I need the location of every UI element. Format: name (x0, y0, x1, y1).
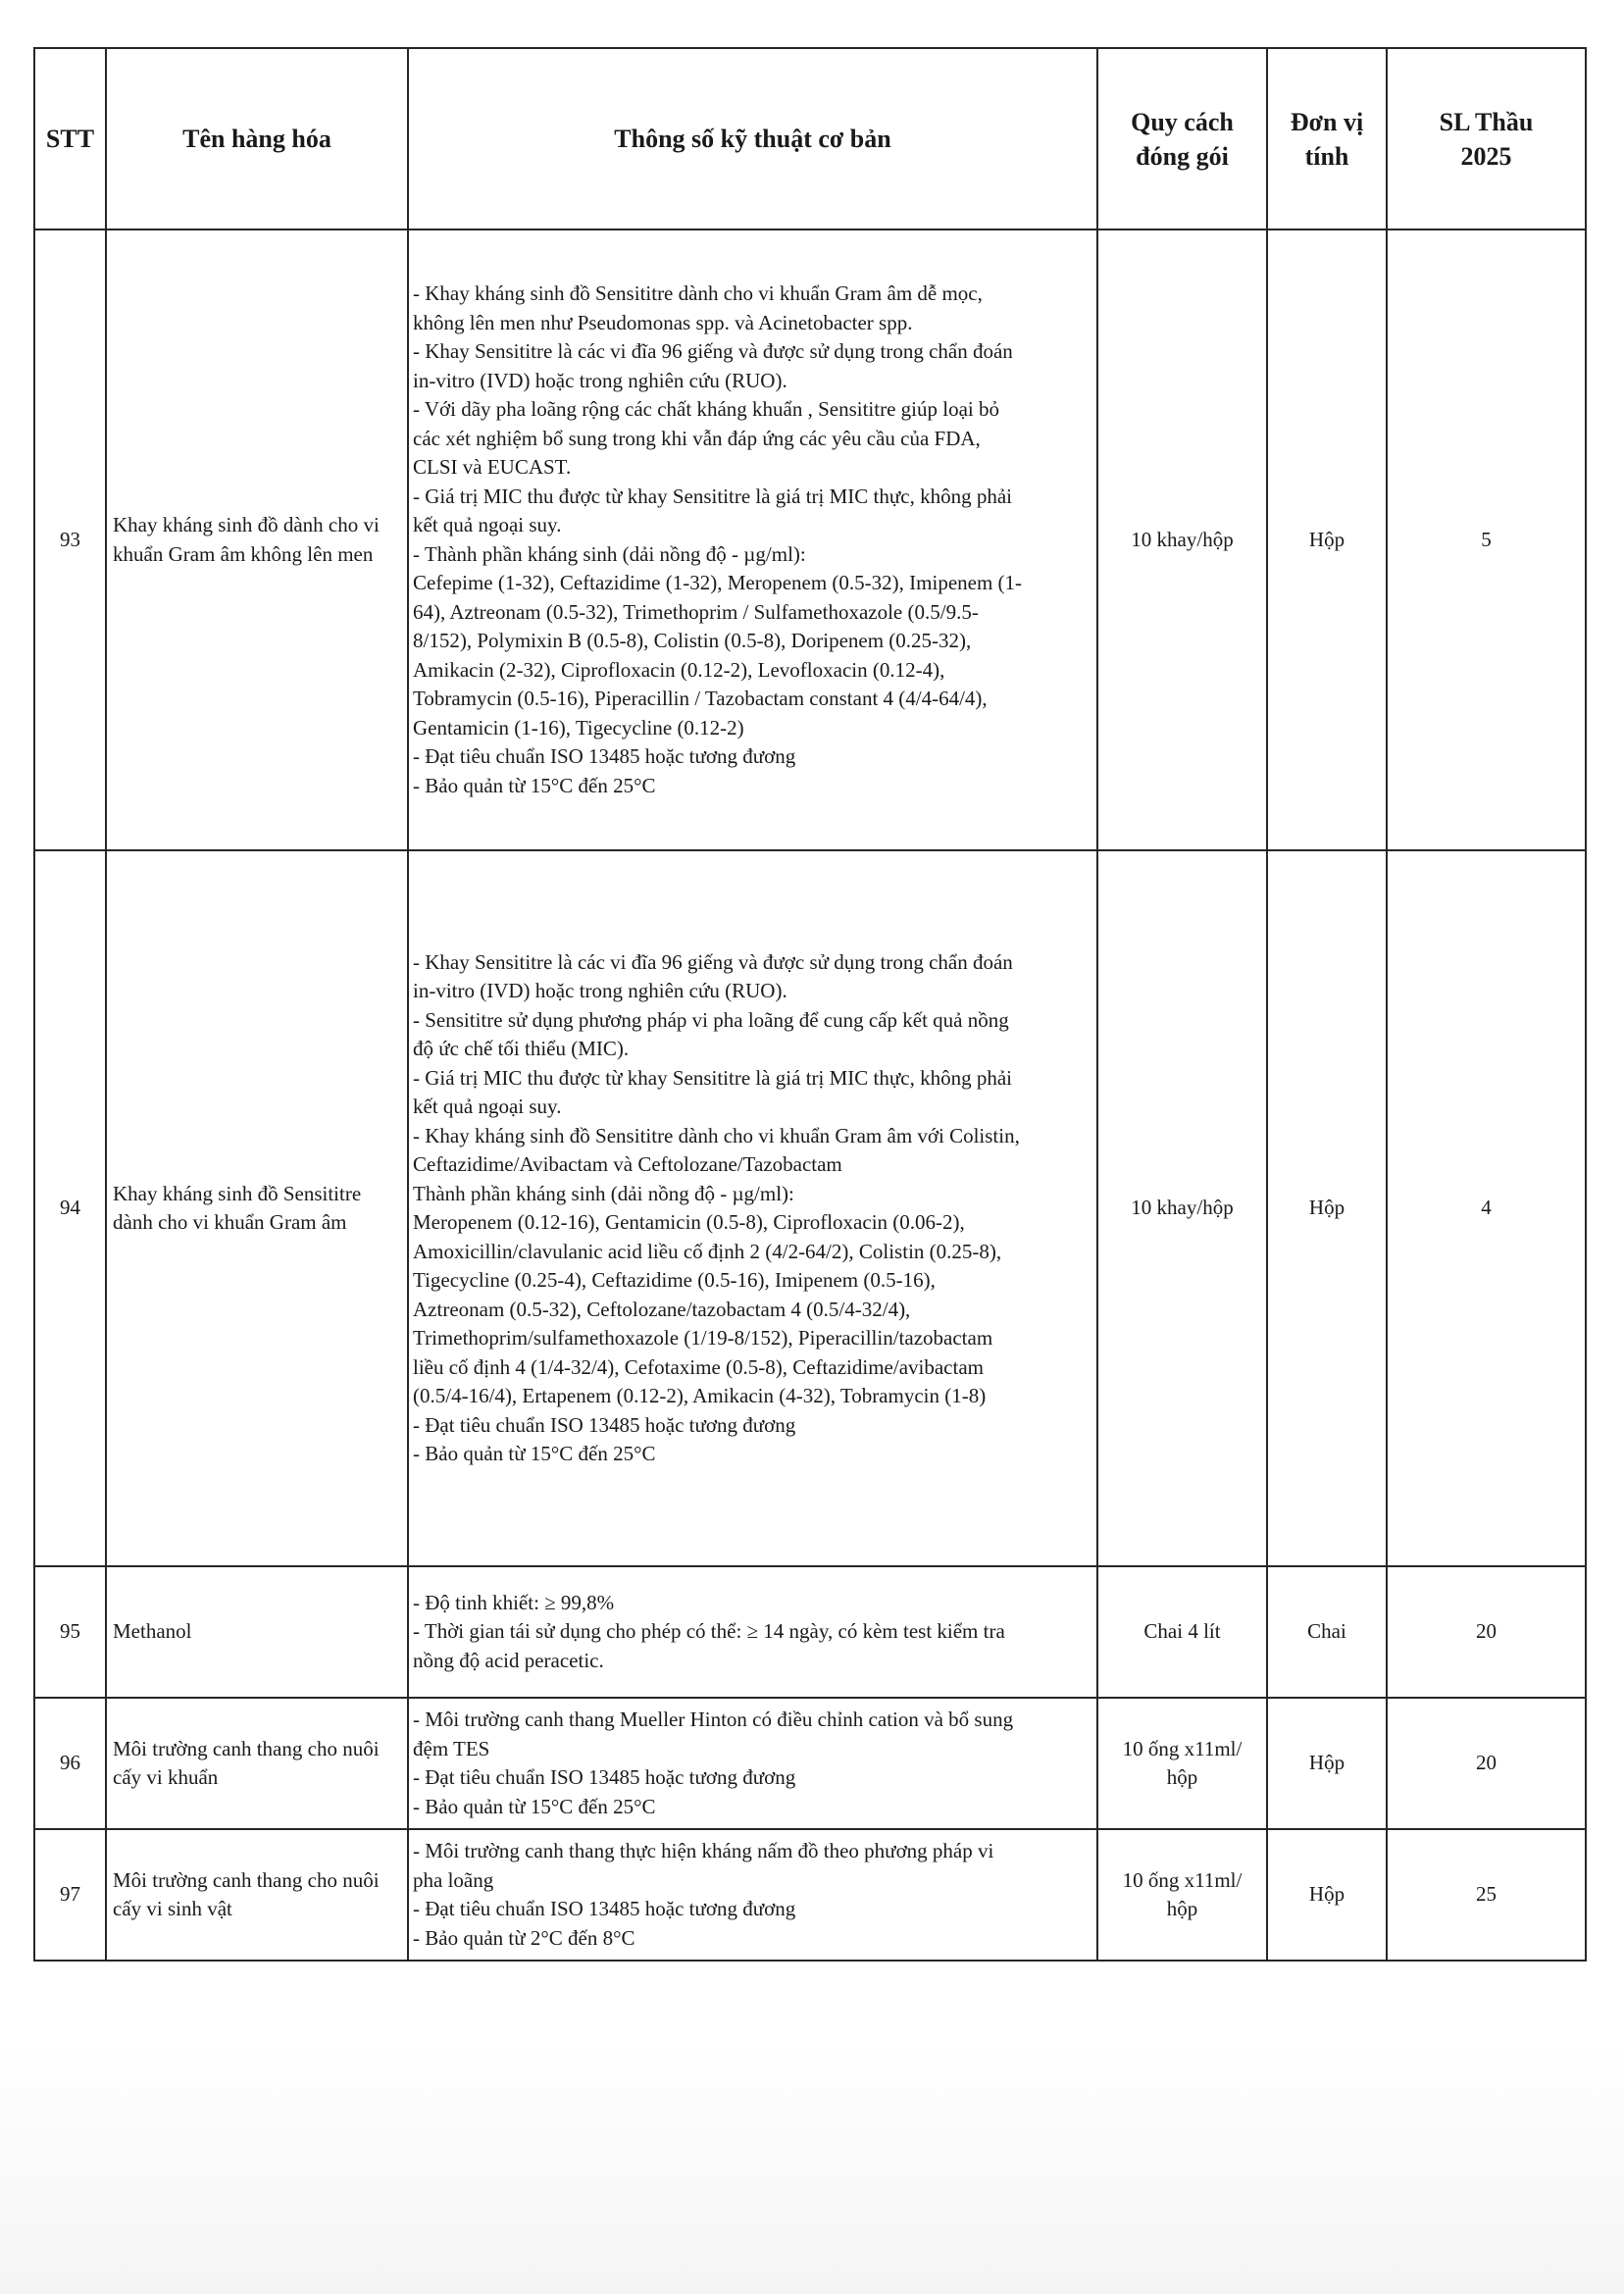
packaging-line: 10 ống x11ml/ (1122, 1736, 1243, 1760)
row-quantity: 20 (1387, 1698, 1586, 1829)
header-item-name: Tên hàng hóa (106, 48, 408, 229)
header-specification: Thông số kỹ thuật cơ bản (408, 48, 1097, 229)
row-stt: 96 (34, 1698, 106, 1829)
spec-line: nồng độ acid peracetic. (413, 1648, 604, 1672)
spec-line: không lên men như Pseudomonas spp. và Acinetobacter spp. (413, 310, 913, 334)
specification-table (33, 47, 1587, 1962)
spec-line: - Độ tinh khiết: ≥ 99,8% (413, 1590, 615, 1614)
table-row (34, 1829, 1586, 1961)
header-quantity-line: SL Thầu (1439, 107, 1534, 136)
spec-line: Ceftazidime/Avibactam và Ceftolozane/Tazobactam (413, 1152, 842, 1176)
row-unit: Hộp (1267, 229, 1387, 850)
row-quantity: 4 (1387, 850, 1586, 1566)
row-unit: Hộp (1267, 1829, 1387, 1961)
row-unit: Hộp (1267, 1698, 1387, 1829)
row-specification (408, 1698, 1097, 1829)
scan-shading (0, 2039, 1624, 2294)
spec-line: 64), Aztreonam (0.5-32), Trimethoprim / Sulfamethoxazole (0.5/9.5- (413, 599, 979, 624)
row-item-name: Môi trường canh thang cho nuôi cấy vi sinh vật (106, 1829, 408, 1961)
row-packaging (1097, 229, 1267, 850)
packaging-line: Chai 4 lít (1143, 1619, 1221, 1644)
row-specification (408, 850, 1097, 1566)
table-row (34, 1566, 1586, 1698)
row-stt: 93 (34, 229, 106, 850)
spec-line: đệm TES (413, 1736, 490, 1760)
spec-line: Tigecycline (0.25-4), Ceftazidime (0.5-16), Imipenem (0.5-16), (413, 1268, 936, 1292)
spec-line: các xét nghiệm bổ sung trong khi vẫn đáp ứng các yêu cầu của FDA, (413, 426, 981, 450)
row-item-name: Khay kháng sinh đồ dành cho vi khuẩn Gram âm không lên men (106, 229, 408, 850)
row-specification (408, 229, 1097, 850)
packaging-line: 10 ống x11ml/ (1122, 1867, 1243, 1892)
header-unit (1267, 48, 1387, 229)
spec-line: - Bảo quản từ 2°C đến 8°C (413, 1925, 635, 1950)
table-row (34, 850, 1586, 1566)
spec-line: - Khay kháng sinh đồ Sensititre dành cho vi khuẩn Gram âm với Colistin, (413, 1123, 1020, 1147)
spec-line: kết quả ngoại suy. (413, 1095, 562, 1118)
row-packaging (1097, 1566, 1267, 1698)
spec-line: Gentamicin (1-16), Tigecycline (0.12-2) (413, 715, 744, 739)
spec-line: - Thời gian tái sử dụng cho phép có thể: ≥ 14 ngày, có kèm test kiểm tra (413, 1619, 1005, 1644)
spec-line: - Đạt tiêu chuẩn ISO 13485 hoặc tương đương (413, 744, 796, 768)
header-stt: STT (34, 48, 106, 229)
spec-line: liều cố định 4 (1/4-32/4), Cefotaxime (0.5-8), Ceftazidime/avibactam (413, 1354, 984, 1379)
row-stt: 95 (34, 1566, 106, 1698)
spec-line: Tobramycin (0.5-16), Piperacillin / Tazobactam constant 4 (4/4-64/4), (413, 687, 988, 710)
spec-line: - Khay Sensititre là các vi đĩa 96 giếng và được sử dụng trong chẩn đoán (413, 339, 1013, 363)
row-stt: 94 (34, 850, 106, 1566)
spec-line: Amoxicillin/clavulanic acid liều cố định 2 (4/2-64/2), Colistin (0.25-8), (413, 1239, 1002, 1263)
spec-line: CLSI và EUCAST. (413, 455, 572, 479)
row-unit: Chai (1267, 1566, 1387, 1698)
row-stt: 97 (34, 1829, 106, 1961)
spec-line: Trimethoprim/sulfamethoxazole (1/19-8/152), Piperacillin/tazobactam (413, 1326, 993, 1350)
table-body (34, 229, 1586, 1961)
spec-line: - Bảo quản từ 15°C đến 25°C (413, 773, 656, 797)
row-quantity: 20 (1387, 1566, 1586, 1698)
row-specification (408, 1566, 1097, 1698)
header-unit-line: Đơn vị (1290, 107, 1364, 136)
spec-line: in-vitro (IVD) hoặc trong nghiên cứu (RUO). (413, 368, 787, 392)
spec-line: Meropenem (0.12-16), Gentamicin (0.5-8), Ciprofloxacin (0.06-2), (413, 1210, 965, 1234)
spec-line: - Bảo quản từ 15°C đến 25°C (413, 1442, 656, 1465)
header-unit-line: tính (1304, 141, 1349, 171)
spec-line: - Thành phần kháng sinh (dải nồng độ - µg/ml): (413, 541, 806, 566)
spec-line: (0.5/4-16/4), Ertapenem (0.12-2), Amikacin (4-32), Tobramycin (1-8) (413, 1384, 987, 1407)
spec-line: - Sensititre sử dụng phương pháp vi pha loãng để cung cấp kết quả nồng (413, 1007, 1009, 1032)
row-quantity: 25 (1387, 1829, 1586, 1961)
spec-line: - Đạt tiêu chuẩn ISO 13485 hoặc tương đương (413, 1412, 796, 1437)
packaging-line: 10 khay/hộp (1131, 1196, 1234, 1220)
header-quantity (1387, 48, 1586, 229)
spec-line: - Môi trường canh thang Mueller Hinton có điều chỉnh cation và bổ sung (413, 1708, 1014, 1731)
spec-line: - Đạt tiêu chuẩn ISO 13485 hoặc tương đương (413, 1765, 796, 1789)
spec-line: - Bảo quản từ 15°C đến 25°C (413, 1794, 656, 1818)
row-packaging (1097, 850, 1267, 1566)
row-quantity: 5 (1387, 229, 1586, 850)
spec-line: in-vitro (IVD) hoặc trong nghiên cứu (RUO). (413, 979, 787, 1002)
header-quantity-line: 2025 (1460, 141, 1512, 171)
packaging-line: 10 khay/hộp (1131, 527, 1234, 551)
row-specification (408, 1829, 1097, 1961)
spec-line: độ ức chế tối thiểu (MIC). (413, 1037, 630, 1060)
header-row (34, 48, 1586, 229)
header-packaging-line: đóng gói (1136, 141, 1229, 171)
spec-line: Cefepime (1-32), Ceftazidime (1-32), Meropenem (0.5-32), Imipenem (1- (413, 571, 1023, 594)
spec-line: pha loãng (413, 1867, 494, 1892)
packaging-line: hộp (1166, 1897, 1198, 1920)
spec-line: - Đạt tiêu chuẩn ISO 13485 hoặc tương đương (413, 1897, 796, 1920)
spec-line: 8/152), Polymixin B (0.5-8), Colistin (0.5-8), Doripenem (0.25-32), (413, 629, 972, 652)
spec-line: - Khay kháng sinh đồ Sensititre dành cho vi khuẩn Gram âm dễ mọc, (413, 281, 983, 305)
spec-line: Aztreonam (0.5-32), Ceftolozane/tazobactam 4 (0.5/4-32/4), (413, 1297, 911, 1321)
spec-line: - Giá trị MIC thu được từ khay Sensititre là giá trị MIC thực, không phải (413, 1065, 1012, 1090)
spec-line: - Khay Sensititre là các vi đĩa 96 giếng và được sử dụng trong chẩn đoán (413, 949, 1013, 974)
header-packaging (1097, 48, 1267, 229)
spec-line: kết quả ngoại suy. (413, 513, 562, 536)
row-item-name: Môi trường canh thang cho nuôi cấy vi khuẩn (106, 1698, 408, 1829)
spec-line: - Với dãy pha loãng rộng các chất kháng khuẩn , Sensititre giúp loại bỏ (413, 397, 999, 421)
table-row (34, 1698, 1586, 1829)
spec-line: - Giá trị MIC thu được từ khay Sensititre là giá trị MIC thực, không phải (413, 484, 1012, 508)
spec-line: Amikacin (2-32), Ciprofloxacin (0.12-2), Levofloxacin (0.12-4), (413, 657, 945, 682)
row-item-name: Khay kháng sinh đồ Sensititre dành cho vi khuẩn Gram âm (106, 850, 408, 1566)
row-item-name: Methanol (106, 1566, 408, 1698)
packaging-line: hộp (1166, 1765, 1198, 1789)
spec-line: Thành phần kháng sinh (dải nồng độ - µg/ml): (413, 1181, 794, 1205)
row-packaging (1097, 1829, 1267, 1961)
header-packaging-line: Quy cách (1131, 107, 1234, 136)
spec-line: - Môi trường canh thang thực hiện kháng nấm đồ theo phương pháp vi (413, 1839, 994, 1862)
row-unit: Hộp (1267, 850, 1387, 1566)
row-packaging (1097, 1698, 1267, 1829)
table-row (34, 229, 1586, 850)
